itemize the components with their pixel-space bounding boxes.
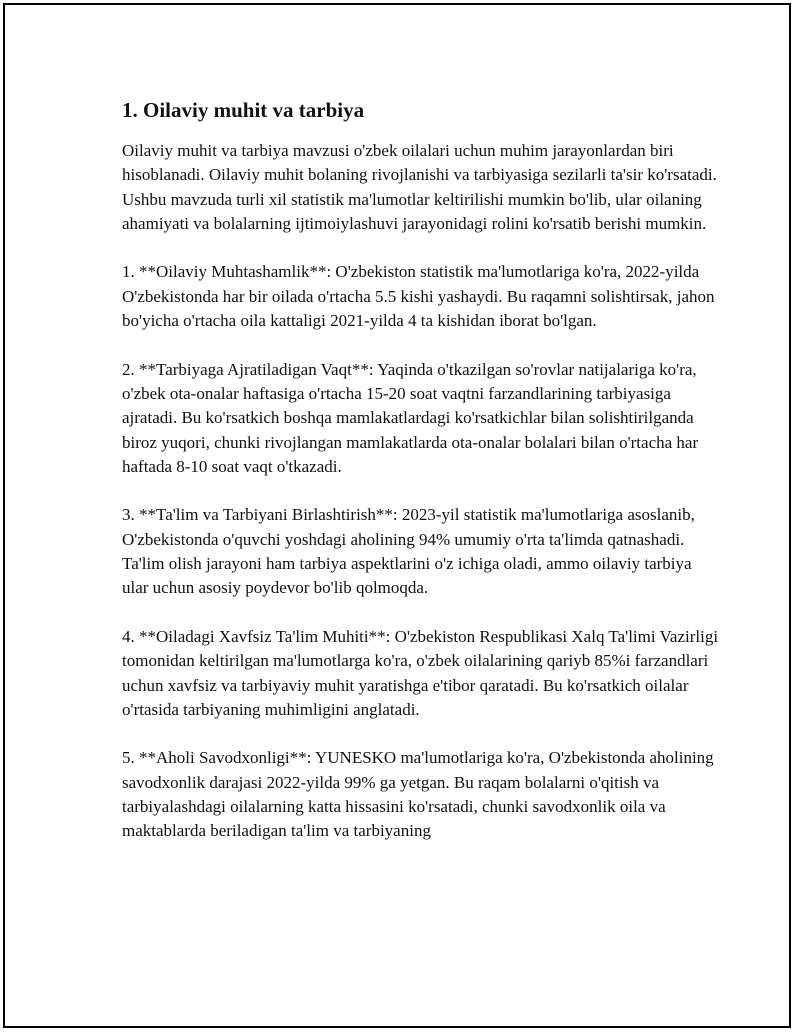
- intro-paragraph: Oilaviy muhit va tarbiya mavzusi o'zbek oilalari uchun muhim jarayonlardan biri hisoblanadi. Oilaviy muhit bolaning rivojlanishi va tarbiyasiga sezilarli ta'sir ko'rsatadi. Ushbu mavzuda turli xil statistik ma'lumotlar keltirilishi mumkin bo'lib, ular oilaning ahamiyati va bolalarning ijtimoiylashuvi jarayonidagi rolini ko'rsatib berishi mumkin.: [122, 141, 717, 233]
- section-heading: 1. Oilaviy muhit va tarbiya: [122, 98, 365, 122]
- paragraph-upbringing-time: 2. **Tarbiyaga Ajratiladigan Vaqt**: Yaqinda o'tkazilgan so'rovlar natijalariga ko'ra, o'zbek ota-onalar haftasiga o'rtacha 15-20 soat vaqtni farzandlarining tarbiyasiga ajratadi. Bu ko'rsatkich boshqa mamlakatlardagi ko'rsatkichlar bilan solishtirilganda biroz yuqori, chunki rivojlangan mamlakatlarda ota-onalar bolalari bilan o'rtacha har haftada 8-10 soat vaqt o'tkazadi.: [122, 359, 699, 476]
- document-page: [3, 3, 791, 1028]
- paragraph-family-size: 1. **Oilaviy Muhtashamlik**: O'zbekiston statistik ma'lumotlariga ko'ra, 2022-yilda O'zbekistonda har bir oilada o'rtacha 5.5 kishi yashaydi. Bu raqamni solishtirsak, jahon bo'yicha o'rtacha oila kattaligi 2021-yilda 4 ta kishidan iborat bo'lgan.: [122, 262, 715, 331]
- document-content: [122, 95, 722, 868]
- paragraph-literacy: 5. **Aholi Savodxonligi**: YUNESKO ma'lumotlariga ko'ra, O'zbekistonda aholining savodxonlik darajasi 2022-yilda 99% ga yetgan. Bu raqam bolalarni o'qitish va tarbiyalashdagi oilalarning katta hissasini ko'rsatadi, chunki savodxonlik oila va maktablarda beriladigan ta'lim va tarbiyaning: [122, 748, 714, 841]
- paragraph-education-integration: 3. **Ta'lim va Tarbiyani Birlashtirish**: 2023-yil statistik ma'lumotlariga asoslanib, O'zbekistonda o'quvchi yoshdagi aholining 94% umumiy o'rta ta'limda qatnashadi. Ta'lim olish jarayoni ham tarbiya aspektlarini o'z ichiga oladi, ammo oilaviy tarbiya ular uchun asosiy poydevor bo'lib qolmoqda.: [122, 505, 695, 598]
- paragraph-safe-environment: 4. **Oiladagi Xavfsiz Ta'lim Muhiti**: O'zbekiston Respublikasi Xalq Ta'limi Vazirligi tomonidan keltirilgan ma'lumotlarga ko'ra, o'zbek oilalarining qariyb 85%i farzandlari uchun xavfsiz va tarbiyaviy muhit yaratishga e'tibor qaratadi. Bu ko'rsatkich oilalar o'rtasida tarbiyaning muhimligini anglatadi.: [122, 626, 719, 719]
